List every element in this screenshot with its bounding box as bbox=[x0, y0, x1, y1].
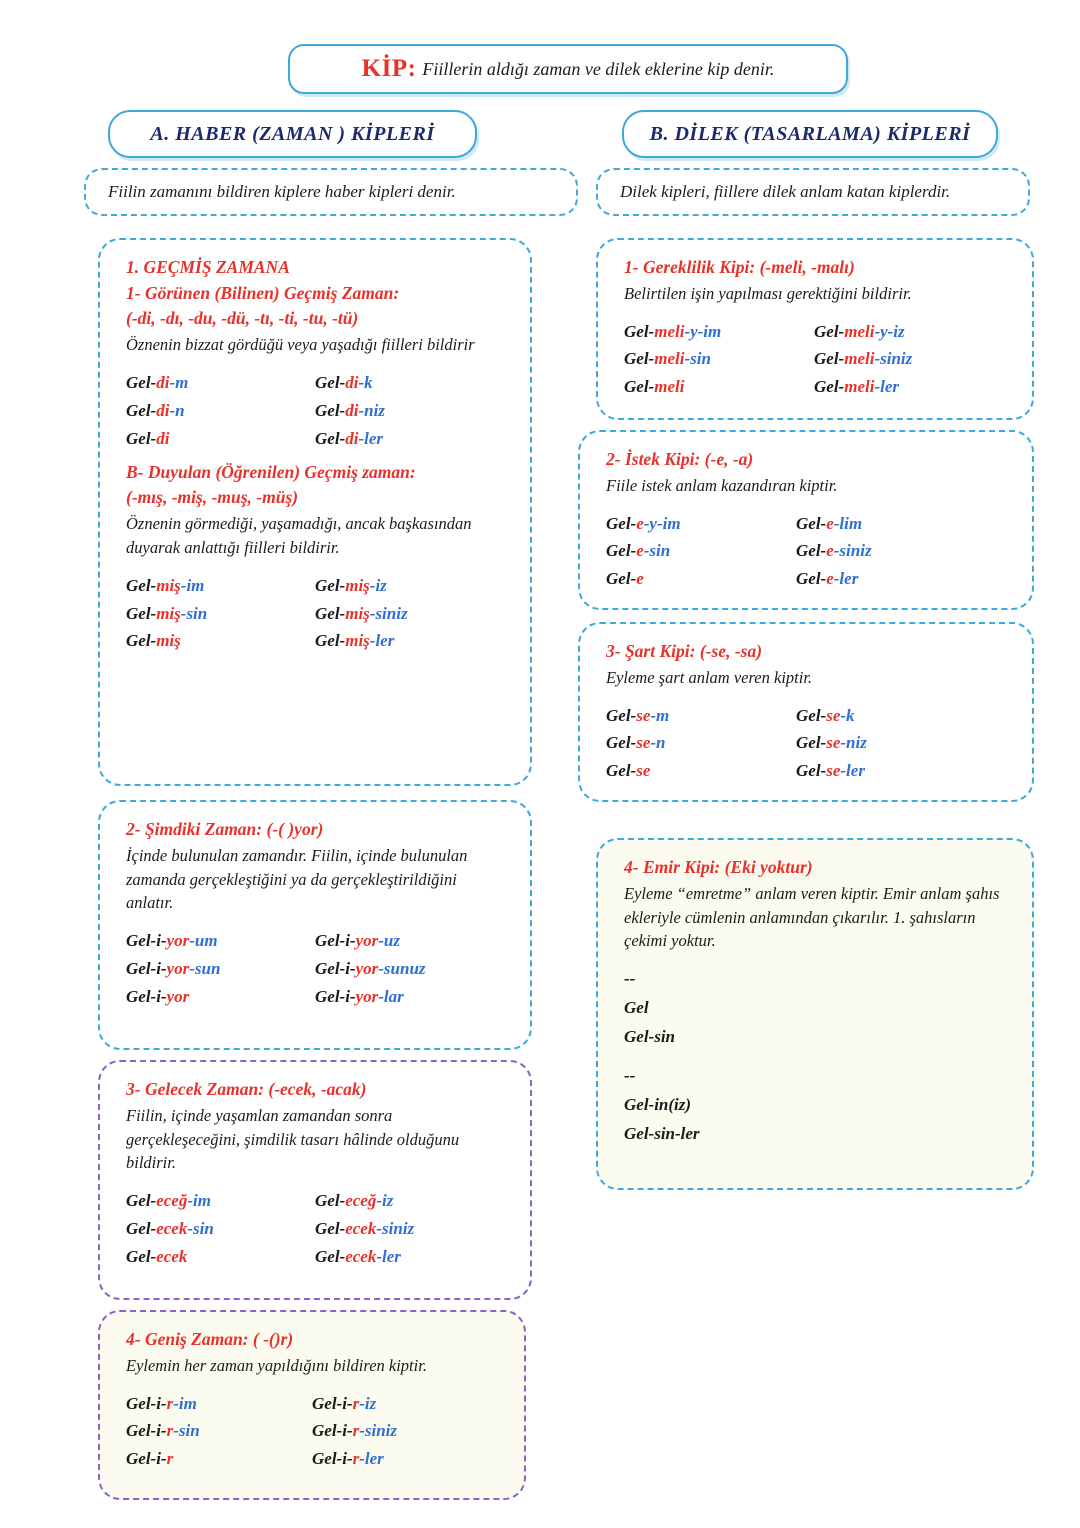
conjugation-cell bbox=[315, 397, 504, 425]
conjugation-word: Gel-di-niz bbox=[315, 400, 385, 420]
conjugation-cell bbox=[814, 345, 1004, 373]
conjugation-cell bbox=[126, 627, 315, 655]
conjugation-cell bbox=[126, 425, 315, 453]
conjugation-word: Gel-se-niz bbox=[796, 733, 867, 753]
conjugation-cell bbox=[315, 1215, 504, 1243]
conjugation-row bbox=[606, 729, 1006, 757]
conjugation-word: Gel-i-yor-lar bbox=[315, 987, 404, 1007]
gecmis-sub-b-table bbox=[126, 572, 504, 656]
conjugation-row bbox=[606, 537, 1006, 565]
conjugation-word: Gel-meli-siniz bbox=[814, 349, 913, 369]
conjugation-row bbox=[606, 565, 1006, 593]
conjugation-cell bbox=[126, 397, 315, 425]
istek-table bbox=[606, 510, 1006, 594]
conjugation-word: Gel-i-r-ler bbox=[312, 1449, 384, 1469]
conjugation-word: Gel-i-r-siniz bbox=[312, 1421, 398, 1441]
emir-line: -- bbox=[624, 969, 636, 989]
conjugation-row bbox=[126, 1417, 498, 1445]
conjugation-row bbox=[606, 510, 1006, 538]
section-a-heading-text: A. HABER (ZAMAN ) KİPLERİ bbox=[150, 122, 435, 145]
gereklilik-desc: Belirtilen işin yapılması gerektiğini bildirir. bbox=[624, 283, 912, 303]
emir-lines bbox=[624, 965, 1006, 1148]
conjugation-row bbox=[126, 627, 504, 655]
conjugation-word: Gel-meli bbox=[624, 377, 685, 397]
conjugation-cell bbox=[126, 955, 315, 983]
conjugation-cell bbox=[126, 1187, 315, 1215]
gecmis-sub-a-table bbox=[126, 369, 504, 453]
conjugation-cell bbox=[796, 757, 986, 785]
conjugation-cell bbox=[126, 369, 315, 397]
gereklilik-title: 1- Gereklilik Kipi: (-meli, -malı) bbox=[624, 257, 855, 277]
section-b-heading bbox=[622, 110, 998, 158]
conjugation-word: Gel-meli-sin bbox=[624, 349, 711, 369]
conjugation-cell bbox=[796, 702, 986, 730]
conjugation-word: Gel-se-n bbox=[606, 733, 666, 753]
conjugation-word: Gel-eceğ-im bbox=[126, 1191, 211, 1211]
simdiki-table bbox=[126, 927, 504, 1011]
emir-line: Gel-sin-ler bbox=[624, 1123, 700, 1143]
conjugation-word: Gel-ecek-ler bbox=[315, 1247, 401, 1267]
conjugation-word: Gel-meli-ler bbox=[814, 377, 899, 397]
gecmis-sub-a-title: 1- Görünen (Bilinen) Geçmiş Zaman: bbox=[126, 282, 400, 303]
conjugation-word: Gel-i-r-iz bbox=[312, 1393, 377, 1413]
conjugation-word: Gel-miş-sin bbox=[126, 603, 208, 623]
gecmis-sub-a-desc: Öznenin bizzat gördüğü veya yaşadığı fiilleri bildirir bbox=[126, 334, 475, 354]
conjugation-cell bbox=[315, 369, 504, 397]
conjugation-word: Gel-miş-ler bbox=[315, 631, 395, 651]
gecmis-sub-b-desc: Öznenin görmediği, yaşamadığı, ancak başkasından duyarak anlattığı fiilleri bildirir. bbox=[126, 513, 472, 557]
conjugation-cell bbox=[315, 627, 504, 655]
istek-title: 2- İstek Kipi: (-e, -a) bbox=[606, 449, 754, 469]
conjugation-cell bbox=[126, 572, 315, 600]
conjugation-word: Gel-i-yor-sunuz bbox=[315, 959, 426, 979]
conjugation-cell bbox=[126, 1417, 312, 1445]
conjugation-word: Gel-miş bbox=[126, 631, 181, 651]
conjugation-cell bbox=[126, 1215, 315, 1243]
conjugation-row bbox=[624, 345, 1006, 373]
gecmis-sub-b-title: B- Duyulan (Öğrenilen) Geçmiş zaman: bbox=[126, 461, 416, 482]
emir-line: -- bbox=[624, 1066, 636, 1086]
genis-desc: Eylemin her zaman yapıldığını bildiren kiptir. bbox=[126, 1355, 427, 1375]
conjugation-cell bbox=[315, 1243, 504, 1271]
conjugation-row bbox=[126, 1215, 504, 1243]
card-emir-kipi bbox=[596, 838, 1034, 1190]
card-gereklilik-kipi bbox=[596, 238, 1034, 420]
conjugation-row bbox=[126, 1187, 504, 1215]
conjugation-word: Gel-miş-im bbox=[126, 575, 205, 595]
conjugation-word: Gel-di bbox=[126, 428, 170, 448]
gecmis-sub-a-suffixes: (-di, -dı, -du, -dü, -tı, -ti, -tu, -tü) bbox=[126, 308, 359, 329]
conjugation-row bbox=[126, 1445, 498, 1473]
conjugation-cell bbox=[606, 702, 796, 730]
section-b-intro-text: Dilek kipleri, fiillere dilek anlam katan kiplerdir. bbox=[620, 182, 951, 201]
emir-line: Gel-sin bbox=[624, 1027, 675, 1047]
genis-table bbox=[126, 1390, 498, 1474]
card-gelecek-zaman bbox=[98, 1060, 532, 1300]
conjugation-cell bbox=[312, 1417, 498, 1445]
conjugation-cell bbox=[796, 537, 986, 565]
conjugation-cell bbox=[315, 955, 504, 983]
conjugation-cell bbox=[312, 1445, 498, 1473]
section-b-heading-text: B. DİLEK (TASARLAMA) KİPLERİ bbox=[649, 122, 971, 145]
conjugation-cell bbox=[126, 1243, 315, 1271]
sart-desc: Eyleme şart anlam veren kiptir. bbox=[606, 667, 813, 687]
istek-desc: Fiile istek anlam kazandıran kiptir. bbox=[606, 475, 838, 495]
conjugation-word: Gel-i-yor bbox=[126, 987, 190, 1007]
conjugation-word: Gel-e-y-im bbox=[606, 513, 681, 533]
conjugation-row bbox=[126, 369, 504, 397]
conjugation-cell bbox=[814, 373, 1004, 401]
gecmis-title: 1. GEÇMİŞ ZAMANA bbox=[126, 257, 290, 277]
conjugation-word: Gel-i-r bbox=[126, 1449, 174, 1469]
conjugation-word: Gel-ecek-siniz bbox=[315, 1219, 415, 1239]
conjugation-row bbox=[126, 397, 504, 425]
conjugation-cell bbox=[624, 373, 814, 401]
simdiki-title: 2- Şimdiki Zaman: (-( )yor) bbox=[126, 819, 324, 839]
conjugation-cell bbox=[606, 565, 796, 593]
emir-title: 4- Emir Kipi: (Eki yoktur) bbox=[624, 857, 813, 877]
section-a-intro bbox=[84, 168, 578, 216]
conjugation-cell bbox=[315, 600, 504, 628]
simdiki-desc: İçinde bulunulan zamandır. Fiilin, içinde bulunulan zamanda gerçekleştiğini ya da gerçekleştirildiğini anlatır. bbox=[126, 845, 468, 913]
conjugation-cell bbox=[606, 510, 796, 538]
conjugation-cell bbox=[315, 425, 504, 453]
conjugation-row bbox=[126, 1390, 498, 1418]
conjugation-word: Gel-se bbox=[606, 761, 651, 781]
conjugation-cell bbox=[315, 927, 504, 955]
conjugation-word: Gel-miş-siniz bbox=[315, 603, 408, 623]
section-b-intro bbox=[596, 168, 1030, 216]
card-genis-zaman bbox=[98, 1310, 526, 1500]
conjugation-word: Gel-di-n bbox=[126, 400, 185, 420]
conjugation-cell bbox=[606, 757, 796, 785]
conjugation-cell bbox=[624, 345, 814, 373]
emir-desc: Eyleme “emretme” anlam veren kiptir. Emir anlam şahıs ekleriyle cümlenin anlamından çıkarılır. 1. şahısların çekimi yoktur. bbox=[624, 883, 1000, 951]
conjugation-cell bbox=[606, 729, 796, 757]
emir-line: Gel bbox=[624, 998, 649, 1018]
conjugation-cell bbox=[796, 510, 986, 538]
conjugation-word: Gel-i-yor-sun bbox=[126, 959, 221, 979]
conjugation-word: Gel-meli-y-iz bbox=[814, 321, 905, 341]
conjugation-row bbox=[126, 1243, 504, 1271]
conjugation-word: Gel-e-sin bbox=[606, 541, 671, 561]
conjugation-cell bbox=[624, 318, 814, 346]
conjugation-word: Gel-ecek bbox=[126, 1247, 188, 1267]
conjugation-row bbox=[624, 373, 1006, 401]
conjugation-cell bbox=[126, 927, 315, 955]
conjugation-word: Gel-e-siniz bbox=[796, 541, 872, 561]
conjugation-word: Gel-di-m bbox=[126, 372, 189, 392]
conjugation-word: Gel-se-k bbox=[796, 705, 855, 725]
conjugation-word: Gel-meli-y-im bbox=[624, 321, 722, 341]
conjugation-word: Gel-se-ler bbox=[796, 761, 865, 781]
conjugation-cell bbox=[312, 1390, 498, 1418]
genis-title: 4- Geniş Zaman: ( -()r) bbox=[126, 1329, 294, 1349]
title-keyword: KİP: bbox=[361, 55, 417, 82]
card-istek-kipi bbox=[578, 430, 1034, 610]
conjugation-cell bbox=[315, 572, 504, 600]
gelecek-table bbox=[126, 1187, 504, 1271]
conjugation-word: Gel-di-ler bbox=[315, 428, 383, 448]
section-a-heading bbox=[108, 110, 477, 158]
conjugation-word: Gel-i-r-sin bbox=[126, 1421, 200, 1441]
card-sart-kipi bbox=[578, 622, 1034, 802]
sart-title: 3- Şart Kipi: (-se, -sa) bbox=[606, 641, 763, 661]
conjugation-cell bbox=[126, 600, 315, 628]
gelecek-title: 3- Gelecek Zaman: (-ecek, -acak) bbox=[126, 1079, 367, 1099]
conjugation-cell bbox=[126, 983, 315, 1011]
conjugation-word: Gel-e bbox=[606, 569, 644, 589]
conjugation-row bbox=[126, 927, 504, 955]
conjugation-row bbox=[126, 425, 504, 453]
conjugation-word: Gel-di-k bbox=[315, 372, 373, 392]
card-gecmis-zaman bbox=[98, 238, 532, 786]
spacer bbox=[624, 1052, 1006, 1062]
conjugation-row bbox=[624, 318, 1006, 346]
title-box bbox=[288, 44, 848, 94]
conjugation-cell bbox=[796, 565, 986, 593]
conjugation-cell bbox=[126, 1445, 312, 1473]
sart-table bbox=[606, 702, 1006, 786]
conjugation-word: Gel-e-ler bbox=[796, 569, 859, 589]
gelecek-desc: Fiilin, içinde yaşamlan zamandan sonra gerçekleşeceğini, şimdilik tasarı hâlinde olduğunu bildirir. bbox=[126, 1105, 460, 1173]
conjugation-cell bbox=[796, 729, 986, 757]
conjugation-row bbox=[606, 702, 1006, 730]
conjugation-row bbox=[126, 572, 504, 600]
conjugation-cell bbox=[315, 1187, 504, 1215]
conjugation-cell bbox=[814, 318, 1004, 346]
conjugation-row bbox=[126, 600, 504, 628]
conjugation-word: Gel-e-lim bbox=[796, 513, 863, 533]
title-definition: Fiillerin aldığı zaman ve dilek eklerine kip denir. bbox=[422, 58, 775, 79]
conjugation-cell bbox=[315, 983, 504, 1011]
conjugation-word: Gel-i-r-im bbox=[126, 1393, 197, 1413]
section-a-intro-text: Fiilin zamanını bildiren kiplere haber kipleri denir. bbox=[108, 182, 456, 201]
conjugation-row bbox=[126, 955, 504, 983]
conjugation-word: Gel-ecek-sin bbox=[126, 1219, 214, 1239]
conjugation-cell bbox=[606, 537, 796, 565]
conjugation-word: Gel-i-yor-um bbox=[126, 931, 218, 951]
gereklilik-table bbox=[624, 318, 1006, 402]
conjugation-cell bbox=[126, 1390, 312, 1418]
gecmis-sub-b-suffixes: (-mış, -miş, -muş, -müş) bbox=[126, 487, 299, 508]
conjugation-word: Gel-se-m bbox=[606, 705, 670, 725]
conjugation-word: Gel-eceğ-iz bbox=[315, 1191, 394, 1211]
card-simdiki-zaman bbox=[98, 800, 532, 1050]
conjugation-word: Gel-miş-iz bbox=[315, 575, 387, 595]
conjugation-row bbox=[126, 983, 504, 1011]
emir-line: Gel-in(iz) bbox=[624, 1094, 692, 1114]
conjugation-word: Gel-i-yor-uz bbox=[315, 931, 400, 951]
conjugation-row bbox=[606, 757, 1006, 785]
